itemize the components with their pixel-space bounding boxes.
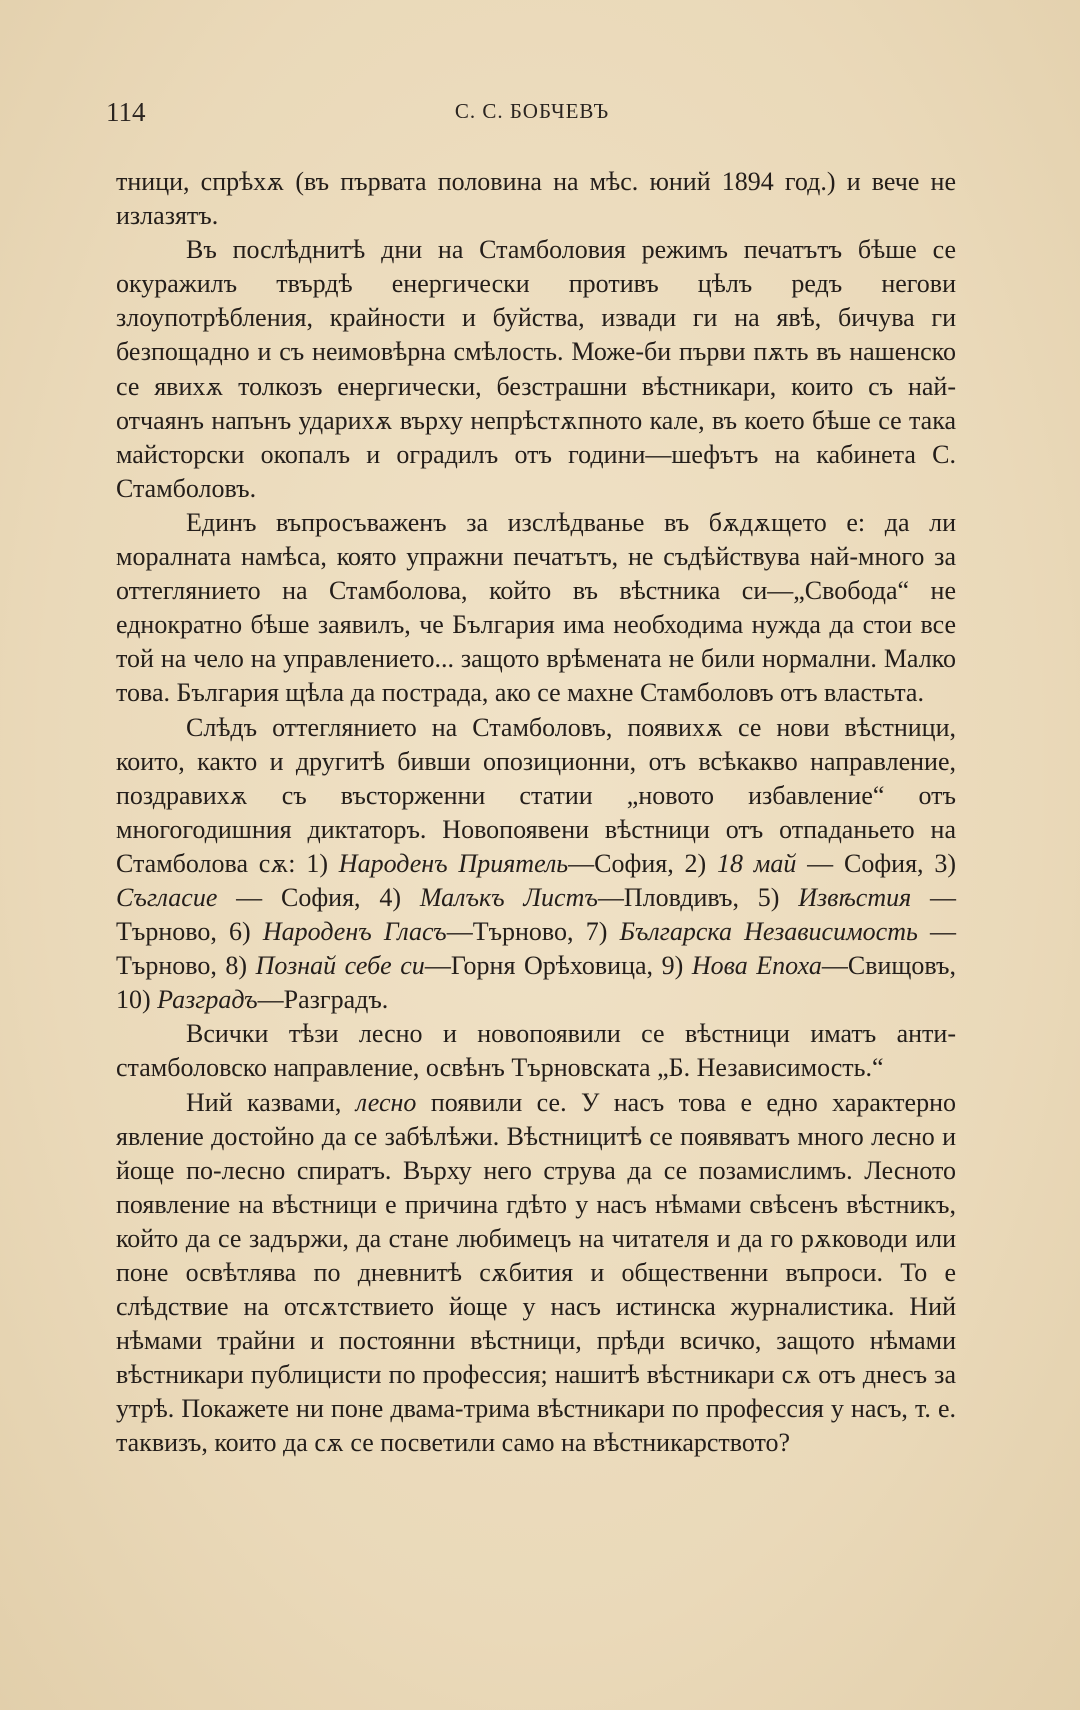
italic-title: Българска Независимость — [619, 917, 918, 947]
text-run: Единъ въпросъваженъ за изслѣдванье въ бѫдѫщето е: да ли моралната намѣса, която упражни печатътъ, не съдѣйствува най-много за оттеглянието на Стамболова, който въ вѣстника си—„Свобода“ не еднократно бѣше заявилъ, че България има необходима нужда да стои все той на чело на управлението... защото врѣмената не били нормални. Малко това. България щѣла да пострада, ако се махне Стамболовъ отъ властьта. — [116, 507, 956, 708]
text-run: появили се. У насъ това е едно характерно явление достойно да се забѣлѣжи. Вѣстницитѣ се появяватъ много лесно и йоще по-лесно спиратъ. Върху него струва да се позамислимъ. Лесното появление на вѣстници е причина гдѣто у насъ нѣмами свѣсенъ вѣстникъ, който да се задържи, да стане любимецъ на читателя и да го рѫководи или поне освѣтлява по дневнитѣ сѫбития и общественни въпроси. То е слѣдствие на отсѫтствието йоще у насъ истинска журналистика. Ний нѣмами трайни и постоянни вѣстници, прѣди всичко, защото нѣмами вѣстникари публицисти по профессия; нашитѣ вѣстникари сѫ отъ днесъ за утрѣ. Покажете ни поне двама-трима вѣстникари по профессия у насъ, т. е. таквизъ, които да сѫ се посветили само на вѣстникарството? — [116, 1087, 957, 1458]
italic-title: Малъкъ Листъ — [419, 882, 598, 912]
text-run: —Търново, 7) — [446, 917, 620, 947]
text-run: —Разградъ. — [257, 985, 389, 1015]
italic-title: Извѣстия — [798, 882, 912, 912]
text-run: —София, 2) — [568, 848, 717, 878]
italic-title: Народенъ Гласъ — [262, 917, 447, 947]
italic-title: Народенъ Приятель — [338, 848, 569, 878]
italic-title: Нова Епоха — [691, 951, 822, 981]
italic-title: Разградъ — [157, 985, 258, 1015]
running-head: С. С. БОБЧЕВЪ — [454, 99, 610, 123]
body-text — [116, 165, 956, 1461]
paragraph — [116, 711, 956, 1018]
page-header — [106, 97, 958, 137]
paragraph — [116, 1017, 956, 1085]
paragraph — [116, 165, 956, 233]
text-run: — Търново, 8) — [116, 917, 957, 981]
text-run: Въ послѣднитѣ дни на Стамболовия режимъ печатътъ бѣше се окуражилъ твърдѣ енергически противъ цѣлъ редъ негови злоупотрѣбления, крайности и буйства, извади ги на явѣ, бичува ги безпощадно и съ неимовѣрна смѣлость. Може-би първи пѫть въ нашенско се явихѫ толкозъ енергически, безстрашни вѣстникари, които съ най-отчаянъ напънъ ударихѫ върху непрѣстѫпното кале, въ което бѣше се така майсторски окопалъ и оградилъ отъ години—шефътъ на кабинета С. Стамболовъ. — [116, 235, 956, 503]
text-run: Ний казвами, — [186, 1087, 356, 1117]
text-run: —Горня Орѣховица, 9) — [424, 951, 692, 981]
italic-title: Съгласие — [116, 882, 218, 912]
text-run: — София, 3) — [796, 848, 956, 878]
paragraph — [116, 506, 956, 711]
paragraph — [116, 1086, 956, 1461]
text-run: Всички тѣзи лесно и новопоявили се вѣстници иматъ анти-стамболовско направление, освѣнъ Търновската „Б. Независимость.“ — [116, 1019, 956, 1083]
text-run: —Пловдивъ, 5) — [597, 882, 799, 912]
text-run: — Търново, 6) — [116, 882, 956, 947]
italic-title: Познай себе си — [255, 951, 425, 981]
italic-title: лесно — [355, 1087, 417, 1117]
text-run: —Свищовъ, 10) — [116, 951, 956, 1015]
italic-title: 18 май — [716, 848, 797, 878]
text-run: тници, спрѣхѫ (въ първата половина на мѣс. юний 1894 год.) и вече не излазятъ. — [116, 167, 956, 231]
text-run: — София, 4) — [217, 882, 420, 912]
page-number: 114 — [106, 97, 146, 127]
text-run: Слѣдъ оттеглянието на Стамболовъ, появихѫ се нови вѣстници, които, както и другитѣ бивши опозиционни, отъ всѣкакво направление, поздравихѫ съ въсторженни статии „новото избавление“ отъ многогодишния диктаторъ. Новопоявени вѣстници отъ отпаданьето на Стамболова сѫ: 1) — [116, 712, 956, 878]
paragraph — [116, 233, 956, 506]
